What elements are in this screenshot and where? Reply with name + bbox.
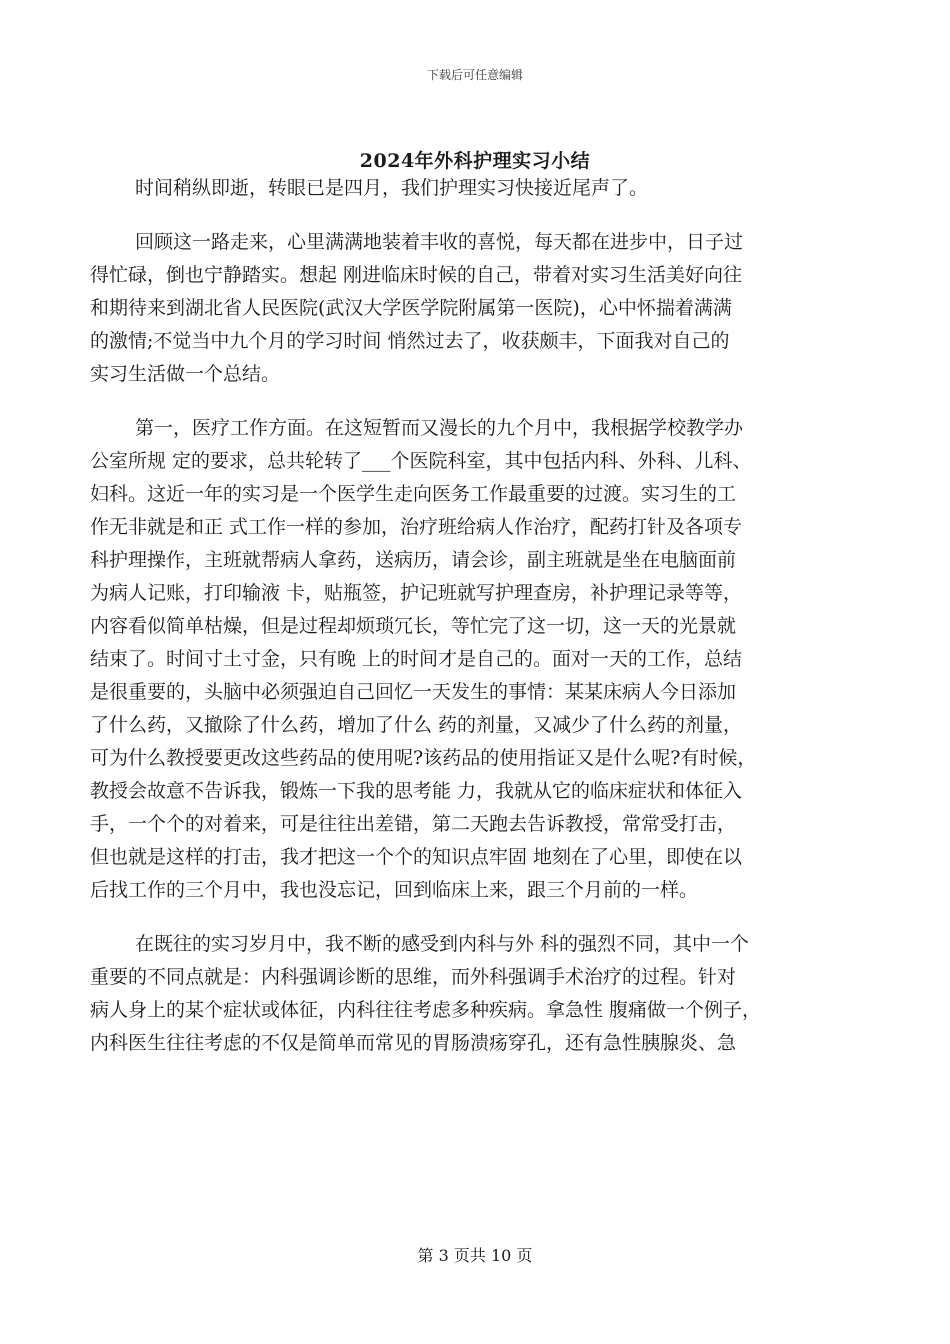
document-body bbox=[90, 172, 860, 1081]
document-title: 2024年外科护理实习小结 bbox=[359, 150, 591, 172]
paragraph-line: 结束了。时间寸土寸金，只有晚 上的时间才是自己的。面对一天的工作，总结 bbox=[90, 648, 743, 670]
paragraph-line: 内科医生往往考虑的不仅是简单而常见的胃肠溃疡穿孔，还有急性胰腺炎、急 bbox=[90, 1032, 737, 1054]
paragraph-line: 得忙碌，倒也宁静踏实。想起 刚进临床时候的自己，带着对实习生活美好向往 bbox=[90, 264, 743, 286]
paragraph-line: 教授会故意不告诉我，锻炼一下我的思考能 力，我就从它的临床症状和体征入 bbox=[90, 780, 743, 802]
paragraph-line: 内容看似简单枯燥，但是过程却烦琐冗长，等忙完了这一切，这一天的光景就 bbox=[90, 615, 737, 637]
paragraph-line: 和期待来到湖北省人民医院(武汉大学医学院附属第一医院)，心中怀揣着满满 bbox=[90, 297, 732, 319]
paragraph-line: 妇科。这近一年的实习是一个医学生走向医务工作最重要的过渡。实习生的工 bbox=[90, 483, 737, 505]
paragraph-line: 可为什么教授要更改这些药品的使用呢?该药品的使用指证又是什么呢?有时候， bbox=[90, 747, 757, 769]
page-number: 第 3 页共 10 页 bbox=[417, 1246, 533, 1265]
paragraph-1 bbox=[90, 172, 860, 205]
paragraph-line: 手，一个个的对着来，可是往往出差错，第二天跑去告诉教授，常常受打击， bbox=[90, 813, 737, 835]
paragraph-line: 作无非就是和正 式工作一样的参加，治疗班给病人作治疗，配药打针及各项专 bbox=[90, 516, 743, 538]
paragraph-line: 在既往的实习岁月中，我不断的感受到内科与外 科的强烈不同，其中一个 bbox=[135, 933, 750, 955]
paragraph-line: 但也就是这样的打击，我才把这一个个的知识点牢固 地刻在了心里，即使在以 bbox=[90, 846, 743, 868]
paragraph-4 bbox=[90, 928, 860, 1060]
paragraph-2 bbox=[90, 226, 860, 391]
paragraph-line: 病人身上的某个症状或体征，内科往往考虑多种疾病。拿急性 腹痛做一个例子， bbox=[90, 999, 762, 1021]
paragraph-line: 公室所规 定的要求，总共轮转了___个医院科室，其中包括内科、外科、儿科、 bbox=[90, 450, 752, 472]
paragraph-line: 后找工作的三个月中，我也没忘记，回到临床上来，跟三个月前的一样。 bbox=[90, 879, 699, 901]
paragraph-3 bbox=[90, 412, 860, 907]
paragraph-line: 是很重要的，头脑中必须强迫自己回忆一天发生的事情：某某床病人今日添加 bbox=[90, 681, 737, 703]
paragraph-line: 时间稍纵即逝，转眼已是四月，我们护理实习快接近尾声了。 bbox=[135, 177, 649, 199]
paragraph-line: 第一，医疗工作方面。在这短暂而又漫长的九个月中，我根据学校教学办 bbox=[135, 417, 744, 439]
paragraph-line: 回顾这一路走来，心里满满地装着丰收的喜悦，每天都在进步中，日子过 bbox=[135, 231, 744, 253]
paragraph-line: 重要的不同点就是：内科强调诊断的思维，而外科强调手术治疗的过程。针对 bbox=[90, 966, 737, 988]
paragraph-line: 实习生活做一个总结。 bbox=[90, 363, 281, 385]
paragraph-line: 为病人记账，打印输液 卡，贴瓶签，护记班就写护理查房，补护理记录等等， bbox=[90, 582, 743, 604]
paragraph-line: 的激情;不觉当中九个月的学习时间 悄然过去了，收获颇丰，下面我对自己的 bbox=[90, 330, 730, 352]
paragraph-line: 科护理操作，主班就帮病人拿药，送病历，请会诊，副主班就是坐在电脑面前 bbox=[90, 549, 737, 571]
page-header: 下载后可任意编辑 bbox=[426, 68, 523, 82]
paragraph-line: 了什么药，又撤除了什么药，增加了什么 药的剂量，又减少了什么药的剂量， bbox=[90, 714, 743, 736]
